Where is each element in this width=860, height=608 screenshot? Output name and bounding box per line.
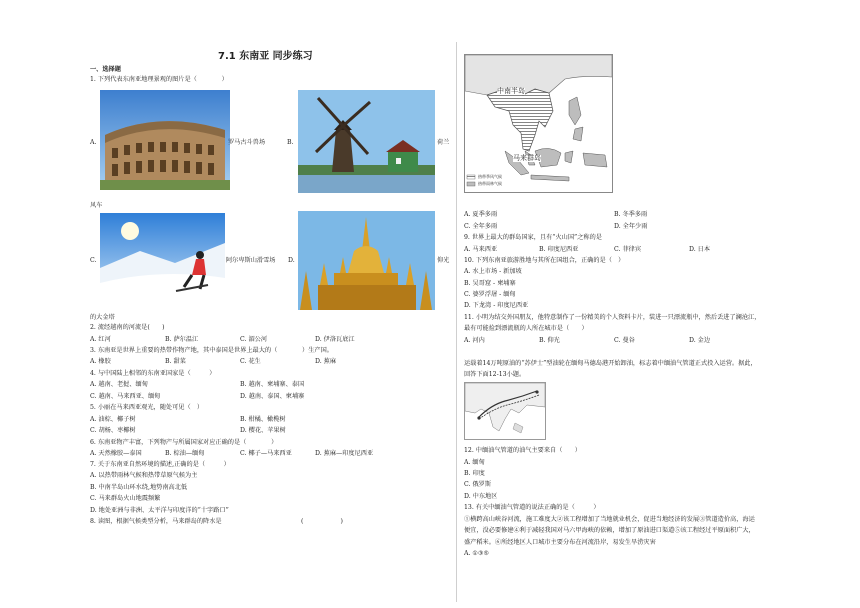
q12-stem: 12. 中缅油气管道的油气主要来自（ ） [464, 447, 581, 454]
q2-option-b[interactable]: B. 萨尔温江 [165, 336, 199, 343]
q9-option-c[interactable]: C. 菲律宾 [614, 246, 642, 253]
q1-option-c-label[interactable]: C. [90, 257, 97, 264]
q3-option-b[interactable]: B. 甜菜 [165, 358, 186, 365]
q6-option-b[interactable]: B. 棕油—缅甸 [165, 450, 205, 457]
q8-option-a[interactable]: A. 夏季多雨 [464, 211, 498, 218]
q13-stem: 13. 有关中缅油气管道的说法正确的是（ ） [464, 504, 600, 511]
q2-option-d[interactable]: D. 伊洛瓦底江 [315, 336, 355, 343]
q5-stem: 5. 小丽在马来西亚观光，随处可见（ ） [90, 404, 204, 411]
q6-option-c[interactable]: C. 椰子—马来西亚 [240, 450, 292, 457]
q4-option-a[interactable]: A. 越南、老挝、缅甸 [90, 381, 148, 388]
q13-option-a[interactable]: A. ①③⑤ [464, 550, 490, 557]
q13-statements-line1: ①横跨高山峡谷河流，施工难度大②该工程增加了当地就业机会，促进当地经济的发展③管道造价高，海运 [464, 516, 755, 523]
q12-option-c[interactable]: C. 俄罗斯 [464, 481, 492, 488]
page-title: 7.1 东南亚 同步练习 [218, 51, 313, 62]
q1-option-d-label[interactable]: D. [288, 257, 295, 264]
passage-line1: 运载着14万吨原油的“苏伊士”型油轮在缅甸马德岛港开始卸油，标志着中缅油气管道正式投入运营。据此， [464, 360, 757, 367]
q3-stem: 3. 东南亚是世界上重要的热带作物产地，其中泰国是世界上最大的（ ）生产国。 [90, 347, 333, 354]
column-divider [456, 42, 457, 602]
q1-option-a-label[interactable]: A. [90, 139, 97, 146]
q12-option-a[interactable]: A. 缅甸 [464, 459, 485, 466]
q11-option-a[interactable]: A. 河内 [464, 337, 485, 344]
q5-option-a[interactable]: A. 油棕、椰子树 [90, 416, 136, 423]
q4-option-d[interactable]: D. 越南、泰国、柬埔寨 [240, 393, 305, 400]
q12-option-b[interactable]: B. 印度 [464, 470, 485, 477]
q1-option-d-caption: 仰光 [437, 257, 450, 264]
q5-option-d[interactable]: D. 樱花、苹果树 [240, 427, 286, 434]
q2-stem: 2. 流经越南的河流是( ) [90, 324, 165, 331]
q4-option-c[interactable]: C. 越南、马来西亚、缅甸 [90, 393, 161, 400]
q7-stem: 7. 关于东南亚自然环境的描述,正确的是（ ） [90, 461, 230, 468]
q11-option-c[interactable]: C. 曼谷 [614, 337, 635, 344]
q8-answer-blank: ( ) [301, 518, 343, 525]
q3-option-a[interactable]: A. 橡胶 [90, 358, 111, 365]
q3-option-c[interactable]: C. 花生 [240, 358, 261, 365]
windmill-photo [298, 90, 435, 193]
q11-stem-line2: 最有可能捡到漂流瓶的人所在城市是（ ） [464, 325, 588, 332]
map-legend-monsoon: 热带季风气候 [478, 174, 502, 179]
map-label-malay-archipelago: 马来群岛 [513, 154, 541, 162]
ski-slope-photo [100, 213, 225, 308]
q1-option-b-caption: 荷兰 [437, 139, 450, 146]
pagoda-photo [298, 211, 435, 310]
q6-option-a[interactable]: A. 天然橡胶—泰国 [90, 450, 142, 457]
q4-option-b[interactable]: B. 越南、柬埔寨、泰国 [240, 381, 305, 388]
q9-option-b[interactable]: B. 印度尼西亚 [539, 246, 579, 253]
q11-option-b[interactable]: B. 仰光 [539, 337, 560, 344]
southeast-asia-climate-map [464, 54, 613, 193]
q4-stem: 4. 与中国陆上相邻的东南亚国家是（ ） [90, 370, 216, 377]
q10-option-c[interactable]: C. 婆罗浮屠 - 缅甸 [464, 291, 516, 298]
q10-option-a[interactable]: A. 水上市场 - 新加坡 [464, 268, 522, 275]
q1-stem: 1. 下列代表东南亚地理景观的图片是（ ） [90, 76, 228, 83]
q8-option-b[interactable]: B. 冬季多雨 [614, 211, 648, 218]
q7-option-d[interactable]: D. 地处亚洲与非洲、太平洋与印度洋的“十字路口” [90, 507, 229, 514]
q9-option-a[interactable]: A. 马来西亚 [464, 246, 498, 253]
q2-option-a[interactable]: A. 红河 [90, 336, 111, 343]
pipeline-map [464, 382, 546, 440]
q7-option-b[interactable]: B. 中南半岛山环水绕,地势南高北低 [90, 484, 188, 491]
map-legend-rainforest: 热带雨林气候 [478, 181, 502, 186]
q3-option-d[interactable]: D. 蕉麻 [315, 358, 337, 365]
q12-option-d[interactable]: D. 中东地区 [464, 493, 498, 500]
q1-option-b-caption-cont: 风车 [90, 202, 103, 209]
q10-option-b[interactable]: B. 吴哥窟 - 柬埔寨 [464, 280, 516, 287]
q8-option-c[interactable]: C. 全年多雨 [464, 223, 498, 230]
q2-option-c[interactable]: C. 湄公河 [240, 336, 268, 343]
q11-stem-line1: 11. 小明为结交外国朋友，他特意制作了一份精美的个人资料卡片，装进一只漂流瓶中，然后丢进了澜沧江， [464, 314, 761, 321]
q13-statements-line3: 盛产稻米。⑥所经地区人口城市主要分布在河流沿岸，易发生旱涝灾害 [464, 539, 656, 546]
q8-stem: 8. 读图，根据气候类型分析，马来群岛的降水是 [90, 518, 222, 525]
q7-option-c[interactable]: C. 马来群岛火山地震频繁 [90, 495, 161, 502]
q9-option-d[interactable]: D. 日本 [689, 246, 711, 253]
q1-option-a-caption: 罗马古斗兽场 [228, 139, 266, 146]
passage-line2: 回答下面12-13小题。 [464, 371, 526, 378]
q1-option-c-caption: 阿尔卑斯山滑雪场 [226, 257, 276, 264]
q6-option-d[interactable]: D. 蕉麻—印度尼西亚 [315, 450, 374, 457]
map-label-indochina: 中南半岛 [497, 87, 525, 95]
colosseum-photo [100, 90, 230, 190]
q11-option-d[interactable]: D. 金边 [689, 337, 711, 344]
section-heading: 一、选择题 [90, 66, 121, 73]
q13-statements-line2: 便宜，没必要修建④利于减轻我国对马六甲海峡的依赖，增加了原油进口渠道⑤该工程经过平原面积广大， [464, 527, 755, 534]
q6-stem: 6. 东南亚物产丰富，下列物产与所属国家对应正确的是（ ） [90, 439, 278, 446]
q10-stem: 10. 下列东南亚旅游胜地与其所在国组合，正确的是（ ） [464, 257, 625, 264]
q5-option-c[interactable]: C. 胡杨、枣椰树 [90, 427, 136, 434]
q9-stem: 9. 世界上最大的群岛国家，且有“火山国”之称的是 [464, 234, 602, 241]
q10-option-d[interactable]: D. 下龙湾 - 印度尼西亚 [464, 302, 529, 309]
q1-option-b-label[interactable]: B. [287, 139, 294, 146]
q1-option-d-caption-cont: 的大金塔 [90, 314, 115, 321]
q8-option-d[interactable]: D. 全年少雨 [614, 223, 648, 230]
q7-option-a[interactable]: A. 以热带雨林气候和热带草原气候为主 [90, 472, 198, 479]
q5-option-b[interactable]: B. 柑橘、橄榄树 [240, 416, 286, 423]
